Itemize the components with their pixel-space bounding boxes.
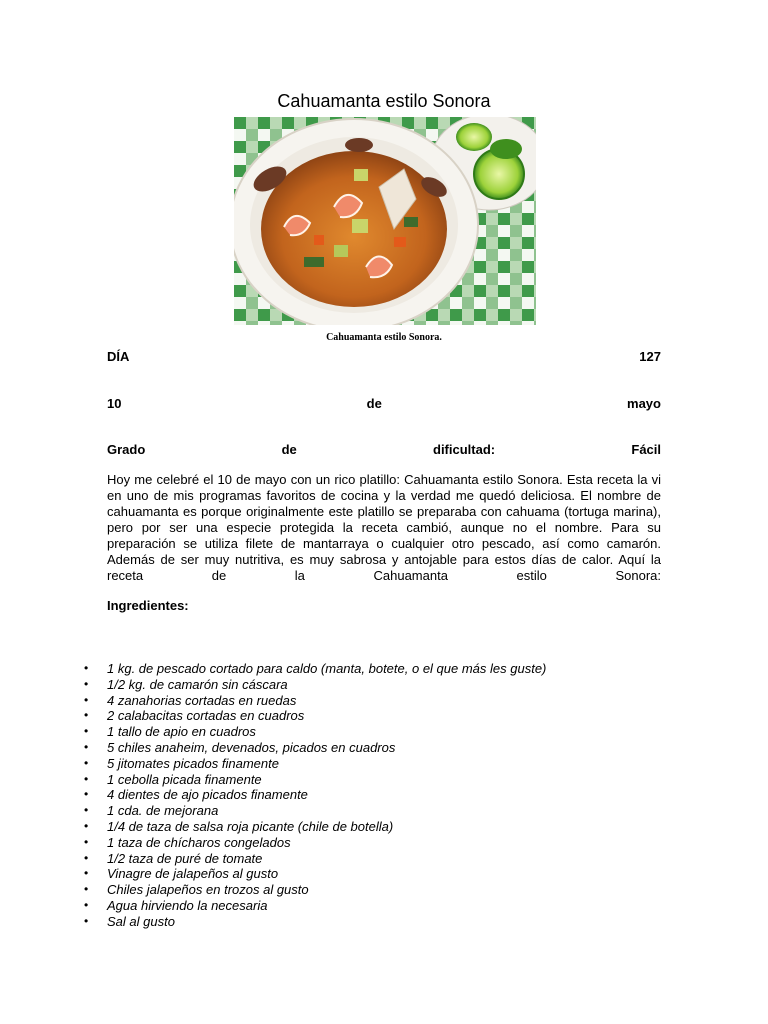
soup-illustration bbox=[234, 117, 536, 325]
list-item: • 1 kg. de pescado cortado para caldo (manta, botete, o el que más les guste) bbox=[84, 661, 547, 676]
bullet-icon: • bbox=[84, 866, 89, 881]
day-number: 127 bbox=[639, 349, 661, 364]
list-item: • 1 tallo de apio en cuadros bbox=[84, 724, 256, 740]
recipe-title: Cahuamanta estilo Sonora bbox=[277, 91, 491, 111]
date-de: de bbox=[366, 396, 382, 411]
list-item: • 4 dientes de ajo picados finamente bbox=[84, 787, 308, 803]
bullet-icon: • bbox=[84, 739, 89, 754]
bullet-icon: • bbox=[84, 724, 89, 739]
list-item: • 1/4 de taza de salsa roja picante (chile de botella) bbox=[84, 818, 394, 834]
difficulty-word-2: de bbox=[281, 442, 297, 457]
difficulty-word-1: Grado bbox=[107, 442, 146, 457]
list-item: • 1 cebolla picada finamente bbox=[84, 771, 262, 787]
difficulty-value: Fácil bbox=[631, 442, 661, 457]
date-month: mayo bbox=[627, 396, 661, 411]
list-item: • Agua hirviendo la necesaria bbox=[84, 897, 268, 913]
list-item: • 1/2 kg. de camarón sin cáscara bbox=[84, 676, 288, 692]
bullet-icon: • bbox=[84, 708, 89, 723]
bullet-icon: • bbox=[84, 692, 89, 707]
date-day: 10 bbox=[107, 396, 122, 411]
list-item: • 1/2 taza de puré de tomate bbox=[84, 850, 263, 866]
list-item: • Vinagre de jalapeños al gusto bbox=[84, 866, 279, 882]
list-item: • 1 cda. de mejorana bbox=[84, 803, 219, 819]
bullet-icon: • bbox=[84, 882, 89, 897]
list-item: • Sal al gusto bbox=[84, 913, 175, 929]
bullet-icon: • bbox=[84, 834, 89, 849]
bullet-icon: • bbox=[84, 661, 89, 675]
intro-paragraph: Hoy me celebré el 10 de mayo con un rico platillo: Cahuamanta estilo Sonora. Esta receta la vi en uno de mis programas favoritos de cocina y la verdad me quedó deliciosa. El nombre de cahuamanta es porque originalmente este platillo se preparaba con cahuama (tortuga marina), pero por ser una especie protegida la receta cambió, aunque no el nombre. Para su preparación se utiliza filete de mantarraya o cualquier otro pescado, así como camarón. Además de ser muy nutritiva, es muy sabrosa y antojable para estos días de calor. Aquí la receta de la Cahuamanta estilo Sonora: bbox=[107, 472, 661, 583]
bullet-icon: • bbox=[84, 771, 89, 786]
list-item: • Chiles jalapeños en trozos al gusto bbox=[84, 882, 309, 898]
ingredients-heading: Ingredientes: bbox=[107, 598, 189, 613]
list-item: • 4 zanahorias cortadas en ruedas bbox=[84, 692, 297, 708]
list-item: • 5 chiles anaheim, devenados, picados en cuadros bbox=[84, 739, 396, 755]
bullet-icon: • bbox=[84, 897, 89, 912]
date-row bbox=[107, 396, 661, 411]
list-item: • 5 jitomates picados finamente bbox=[84, 755, 279, 771]
bullet-icon: • bbox=[84, 818, 89, 833]
day-label: DÍA bbox=[107, 349, 130, 364]
day-row bbox=[107, 349, 661, 364]
ingredients-list bbox=[0, 661, 546, 930]
bullet-icon: • bbox=[84, 676, 89, 691]
difficulty-word-3: dificultad: bbox=[433, 442, 496, 457]
bullet-icon: • bbox=[84, 803, 89, 818]
list-item: • 1 taza de chícharos congelados bbox=[84, 834, 291, 850]
photo-caption: Cahuamanta estilo Sonora. bbox=[326, 332, 442, 343]
difficulty-row bbox=[107, 442, 661, 457]
bullet-icon: • bbox=[84, 850, 89, 865]
list-item: • 2 calabacitas cortadas en cuadros bbox=[84, 708, 305, 724]
bullet-icon: • bbox=[84, 787, 89, 802]
bullet-icon: • bbox=[84, 755, 89, 770]
bullet-icon: • bbox=[84, 913, 89, 928]
soup-photo bbox=[234, 117, 536, 325]
